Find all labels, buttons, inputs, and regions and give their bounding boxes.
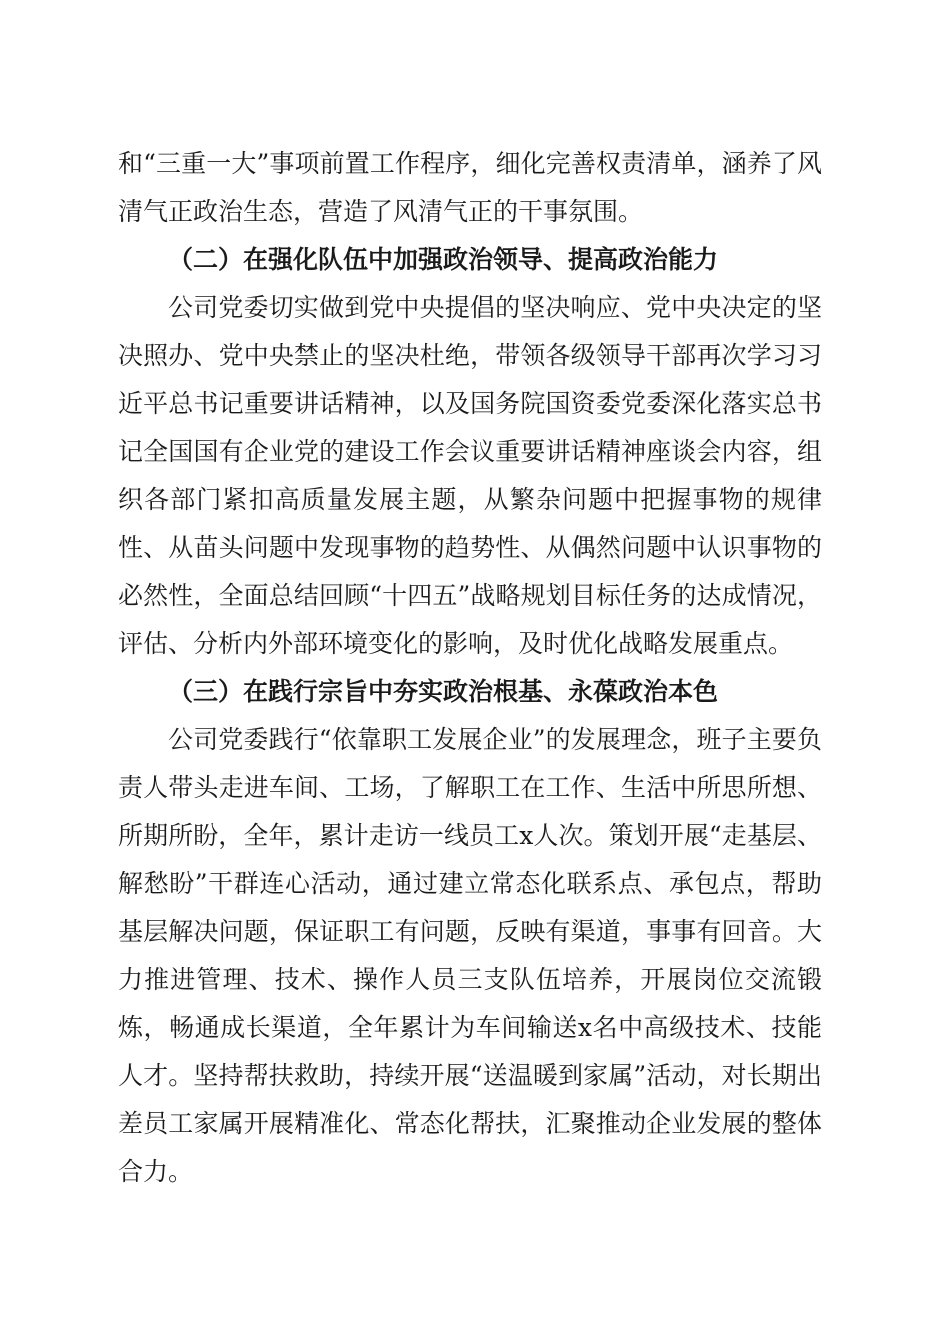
section-heading-2: （二）在强化队伍中加强政治领导、提高政治能力 — [168, 245, 719, 274]
paragraph-continued: 和“三重一大”事项前置工作程序，细化完善权责清单，涵养了风清气正政治生态，营造了风清气正的干事氛围。 — [118, 149, 822, 226]
paragraph-section-2: 公司党委切实做到党中央提倡的坚决响应、党中央决定的坚决照办、党中央禁止的坚决杜绝，带领各级领导干部再次学习习近平总书记重要讲话精神，以及国务院国资委党委深化落实总书记全国国有企业党的建设工作会议重要讲话精神座谈会内容，组织各部门紧扣高质量发展主题，从繁杂问题中把握事物的规律性、从苗头问题中发现事物的趋势性、从偶然问题中认识事物的必然性，全面总结回顾“十四五”战略规划目标任务的达成情况，评估、分析内外部环境变化的影响，及时优化战略发展重点。 — [118, 293, 822, 658]
section-heading-3: （三）在践行宗旨中夯实政治根基、永葆政治本色 — [168, 677, 719, 706]
document-body — [118, 140, 822, 1196]
paragraph-section-3: 公司党委践行“依靠职工发展企业”的发展理念，班子主要负责人带头走进车间、工场，了解职工在工作、生活中所思所想、所期所盼，全年，累计走访一线员工x人次。策划开展“走基层、解愁盼”干群连心活动，通过建立常态化联系点、承包点，帮助基层解决问题，保证职工有问题，反映有渠道，事事有回音。大力推进管理、技术、操作人员三支队伍培养，开展岗位交流锻炼，畅通成长渠道，全年累计为车间输送x名中高级技术、技能人才。坚持帮扶救助，持续开展“送温暖到家属”活动，对长期出差员工家属开展精准化、常态化帮扶，汇聚推动企业发展的整体合力。 — [118, 725, 822, 1186]
